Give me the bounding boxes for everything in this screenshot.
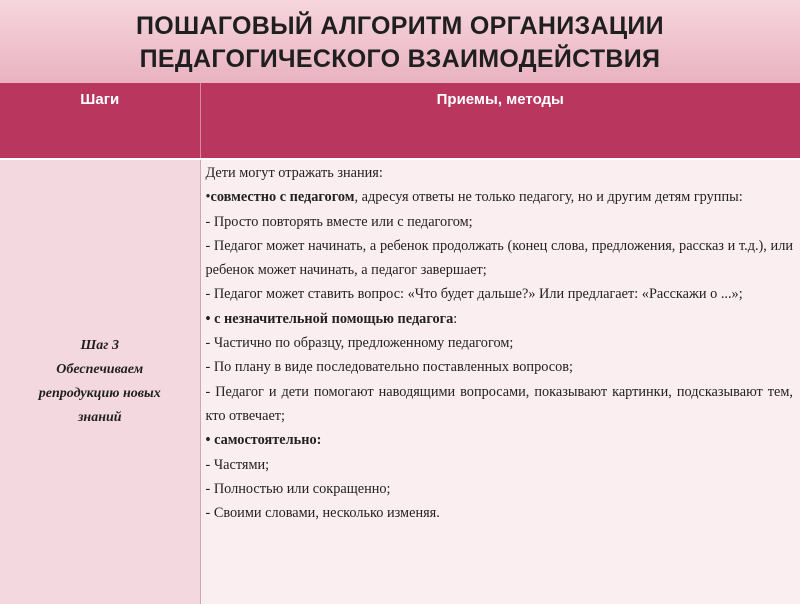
methods-cell bbox=[200, 159, 800, 604]
table-row bbox=[0, 159, 800, 604]
group3-bullet: • bbox=[205, 432, 215, 449]
list-item: - Педагог и дети помогают наводящими вопросами, показывают картинки, подсказывают тем, кто отвечает; bbox=[205, 383, 793, 424]
table-header-row bbox=[0, 83, 800, 159]
step-title-line-2: репродукцию новых bbox=[38, 386, 161, 401]
page-title bbox=[0, 10, 800, 76]
list-item: - Частями; bbox=[205, 456, 270, 473]
step-title-line-1: Обеспечиваем bbox=[56, 362, 144, 377]
step-title-line-3: знаний bbox=[77, 410, 122, 425]
group2-heading bbox=[206, 307, 794, 331]
title-line-2: ПЕДАГОГИЧЕСКОГО ВЗАИМОДЕЙСТВИЯ bbox=[139, 45, 661, 73]
group2-rest: : bbox=[453, 310, 458, 327]
group1-heading bbox=[206, 185, 794, 209]
title-banner bbox=[0, 0, 800, 84]
step-cell bbox=[0, 159, 200, 604]
group2-bullet: • bbox=[205, 310, 215, 327]
group3-heading bbox=[206, 428, 794, 452]
header-steps: Шаги bbox=[0, 83, 200, 159]
title-line-1: ПОШАГОВЫЙ АЛГОРИТМ ОРГАНИЗАЦИИ bbox=[136, 12, 664, 40]
list-item: - Просто повторять вместе или с педагогом; bbox=[205, 213, 473, 230]
list-item: - Частично по образцу, предложенному педагогом; bbox=[205, 335, 514, 352]
group1-rest: , адресуя ответы не только педагогу, но и другим детям группы: bbox=[354, 189, 743, 206]
list-item: - Своими словами, несколько изменяя. bbox=[205, 505, 440, 522]
group1-label: совместно с педагогом bbox=[210, 189, 355, 206]
group2-label: с незначительной помощью педагога bbox=[214, 310, 454, 327]
list-item: - Педагог может начинать, а ребенок продолжать (конец слова, предложения, рассказ и т.д.), или ребенок может начинать, а педагог завершает; bbox=[205, 237, 793, 279]
group3-label: самостоятельно: bbox=[214, 432, 322, 449]
group1-bullet: • bbox=[205, 189, 211, 206]
methods-intro: Дети могут отражать знания: bbox=[205, 165, 383, 181]
list-item: - По плану в виде последовательно поставленных вопросов; bbox=[205, 359, 573, 376]
step-number: Шаг 3 bbox=[80, 338, 119, 353]
header-methods: Приемы, методы bbox=[200, 83, 800, 159]
list-item: - Педагог может ставить вопрос: «Что будет дальше?» Или предлагает: «Расскажи о ...»; bbox=[205, 286, 743, 303]
algorithm-table bbox=[0, 83, 800, 604]
list-item: - Полностью или сокращенно; bbox=[205, 480, 391, 497]
